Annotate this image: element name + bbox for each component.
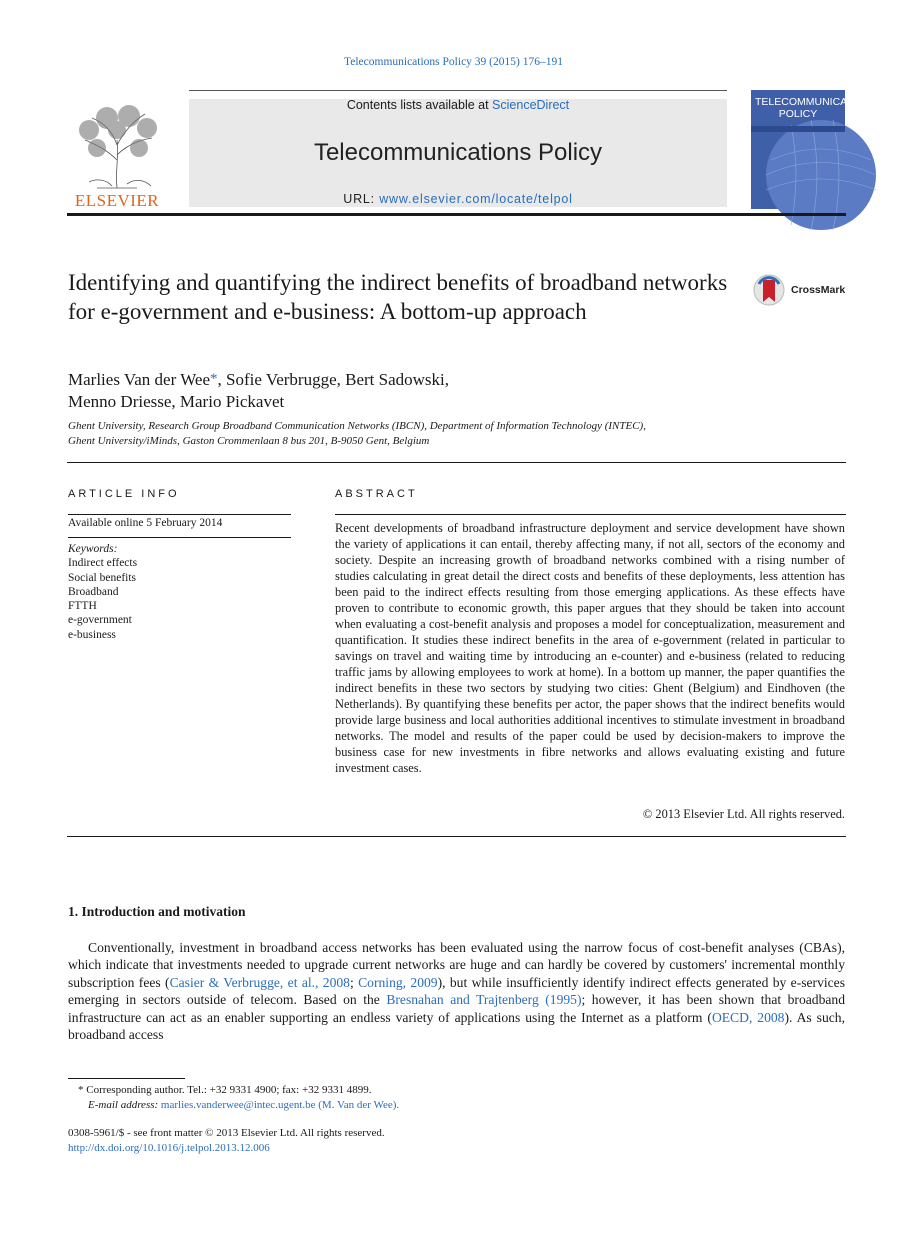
keywords-block <box>68 542 291 642</box>
email-note <box>68 1098 768 1113</box>
section-heading-introduction: 1. Introduction and motivation <box>68 904 246 919</box>
journal-cover-image[interactable] <box>751 90 879 209</box>
citation-separator: ; <box>349 974 359 990</box>
abstract-rule-top <box>335 514 846 515</box>
url-prefix: URL: <box>343 192 380 206</box>
keyword-item: Indirect effects <box>68 557 138 570</box>
journal-url-link[interactable]: www.elsevier.com/locate/telpol <box>379 192 573 206</box>
article-info-rule-mid <box>68 537 291 538</box>
author-list <box>68 368 628 413</box>
journal-title: Telecommunications Policy <box>313 139 603 166</box>
keyword-item: FTTH <box>68 600 97 613</box>
title-section-rule <box>67 462 846 463</box>
contents-prefix: Contents lists available at <box>346 98 493 112</box>
authors-line2: Menno Driesse, Mario Pickavet <box>68 392 285 411</box>
crossmark-label: CrossMark <box>791 284 846 296</box>
intro-text-1: Conventionally, investment in broadband access networks has been evaluated using the narrow focus of cost-benefit analyses (CBAs), which indicate that investments needed to upgrade current networks are huge and can hardly be covered by customers' incremental monthly subscription fees ( <box>68 940 845 990</box>
citation-bresnahan-1995[interactable]: Bresnahan and Trajtenberg (1995) <box>386 992 582 1008</box>
header-bottom-rule <box>67 213 846 216</box>
elsevier-wordmark: ELSEVIER <box>74 191 160 210</box>
keyword-item: Broadband <box>68 585 119 598</box>
author-first[interactable]: Marlies Van der Wee <box>68 370 210 389</box>
email-link[interactable]: marlies.vanderwee@intec.ugent.be (M. Van der Wee). <box>160 1099 400 1111</box>
affiliation-line-2: Ghent University/iMinds, Gaston Crommenlaan 8 bus 201, B-9050 Gent, Belgium <box>68 435 430 447</box>
intro-text-3: ; however, it has been shown that broadband infrastructure can act as an enabler supporting an endless variety of applications using the Internet as a platform ( <box>68 992 845 1025</box>
journal-citation: Telecommunications Policy 39 (2015) 176–191 <box>344 56 563 68</box>
abstract-heading: ABSTRACT <box>335 488 418 500</box>
keywords-title: Keywords: <box>68 543 118 555</box>
citation-oecd-2008[interactable]: OECD, 2008 <box>711 1009 785 1025</box>
available-online: Available online 5 February 2014 <box>68 517 223 529</box>
affiliation <box>68 419 768 449</box>
doi-link[interactable]: http://dx.doi.org/10.1016/j.telpol.2013.12.006 <box>68 1142 270 1154</box>
authors-line1-rest: , Sofie Verbrugge, Bert Sadowski, <box>217 370 450 389</box>
footnote-rule <box>68 1078 185 1079</box>
article-info-rule-top <box>68 514 291 515</box>
keyword-item: e-business <box>68 628 116 641</box>
header-top-rule <box>189 90 727 91</box>
abstract-text: Recent developments of broadband infrastructure deployment and service development have shown the variety of applications it can entail, thereby affecting many, if not all, sectors of the economy and society. Despite an increasing growth of broadband networks combined with a rising number of studies calculating in great detail the direct costs and benefits of these deployments, less attention has been paid to the indirect effects resulting from those emerging applications. As these effects have proven to contribute to economic growth, this paper argues that they should be taken into account when evaluating a cost-benefit analysis and proposes a model for conceptualization, measurement and quantification. It studies these indirect benefits in the area of e-government (related in particular to savings on travel and waiting time by introducing an e-counter) and e-business (related to reducing traffic jams by allowing employees to work at home). In a bottom up manner, the paper quantifies the indirect benefits in these two sectors by studying two cities: Ghent (Belgium) and Eindhoven (the Netherlands). By quantifying these benefits per actor, the paper shows that the indirect benefits would provide large business and local authorities additional incentives to stimulate investment in broadband networks. The model and results of the paper could be used by decision-makers to improve the business case for new investments in fibre networks and allows evaluating existing and future investment cases. <box>335 521 845 775</box>
keyword-item: e-government <box>68 614 132 627</box>
email-label: E-mail address: <box>88 1099 161 1111</box>
intro-text-4: ). As such, broadband access <box>68 1009 845 1043</box>
journal-url-line <box>189 192 727 206</box>
sciencedirect-link[interactable]: ScienceDirect <box>492 98 570 112</box>
citation-casier-2008[interactable]: Casier & Verbrugge, et al., 2008 <box>169 974 350 990</box>
abstract-section-rule <box>67 836 846 837</box>
contents-line <box>189 98 727 112</box>
article-title: Identifying and quantifying the indirect benefits of broadband networks for e-government and e-business: A bottom-up approach <box>68 270 728 324</box>
article-info-heading: ARTICLE INFO <box>68 488 180 500</box>
keyword-item: Social benefits <box>68 571 137 584</box>
footnotes <box>68 1083 768 1113</box>
corresponding-author-star[interactable]: * <box>210 371 218 387</box>
intro-paragraph <box>68 939 845 1043</box>
article-info <box>68 516 291 530</box>
corresponding-author-note: * Corresponding author. Tel.: +32 9331 4900; fax: +32 9331 4899. <box>78 1084 372 1096</box>
issn-note: 0308-5961/$ - see front matter © 2013 Elsevier Ltd. All rights reserved. <box>68 1127 385 1139</box>
cover-title: TELECOMMUNICATIONS POLICY <box>755 96 879 120</box>
intro-text-2: ), but while insufficiently identify indirect effects generated by e-services emerging in sectors outside of telecom. Based on the <box>68 974 845 1008</box>
abstract-copyright: © 2013 Elsevier Ltd. All rights reserved. <box>642 807 845 821</box>
citation-corning-2009[interactable]: Corning, 2009 <box>358 974 438 990</box>
affiliation-line-1: Ghent University, Research Group Broadband Communication Networks (IBCN), Department of Information Technology (INTEC), <box>68 420 646 432</box>
front-matter-notes <box>68 1126 768 1156</box>
